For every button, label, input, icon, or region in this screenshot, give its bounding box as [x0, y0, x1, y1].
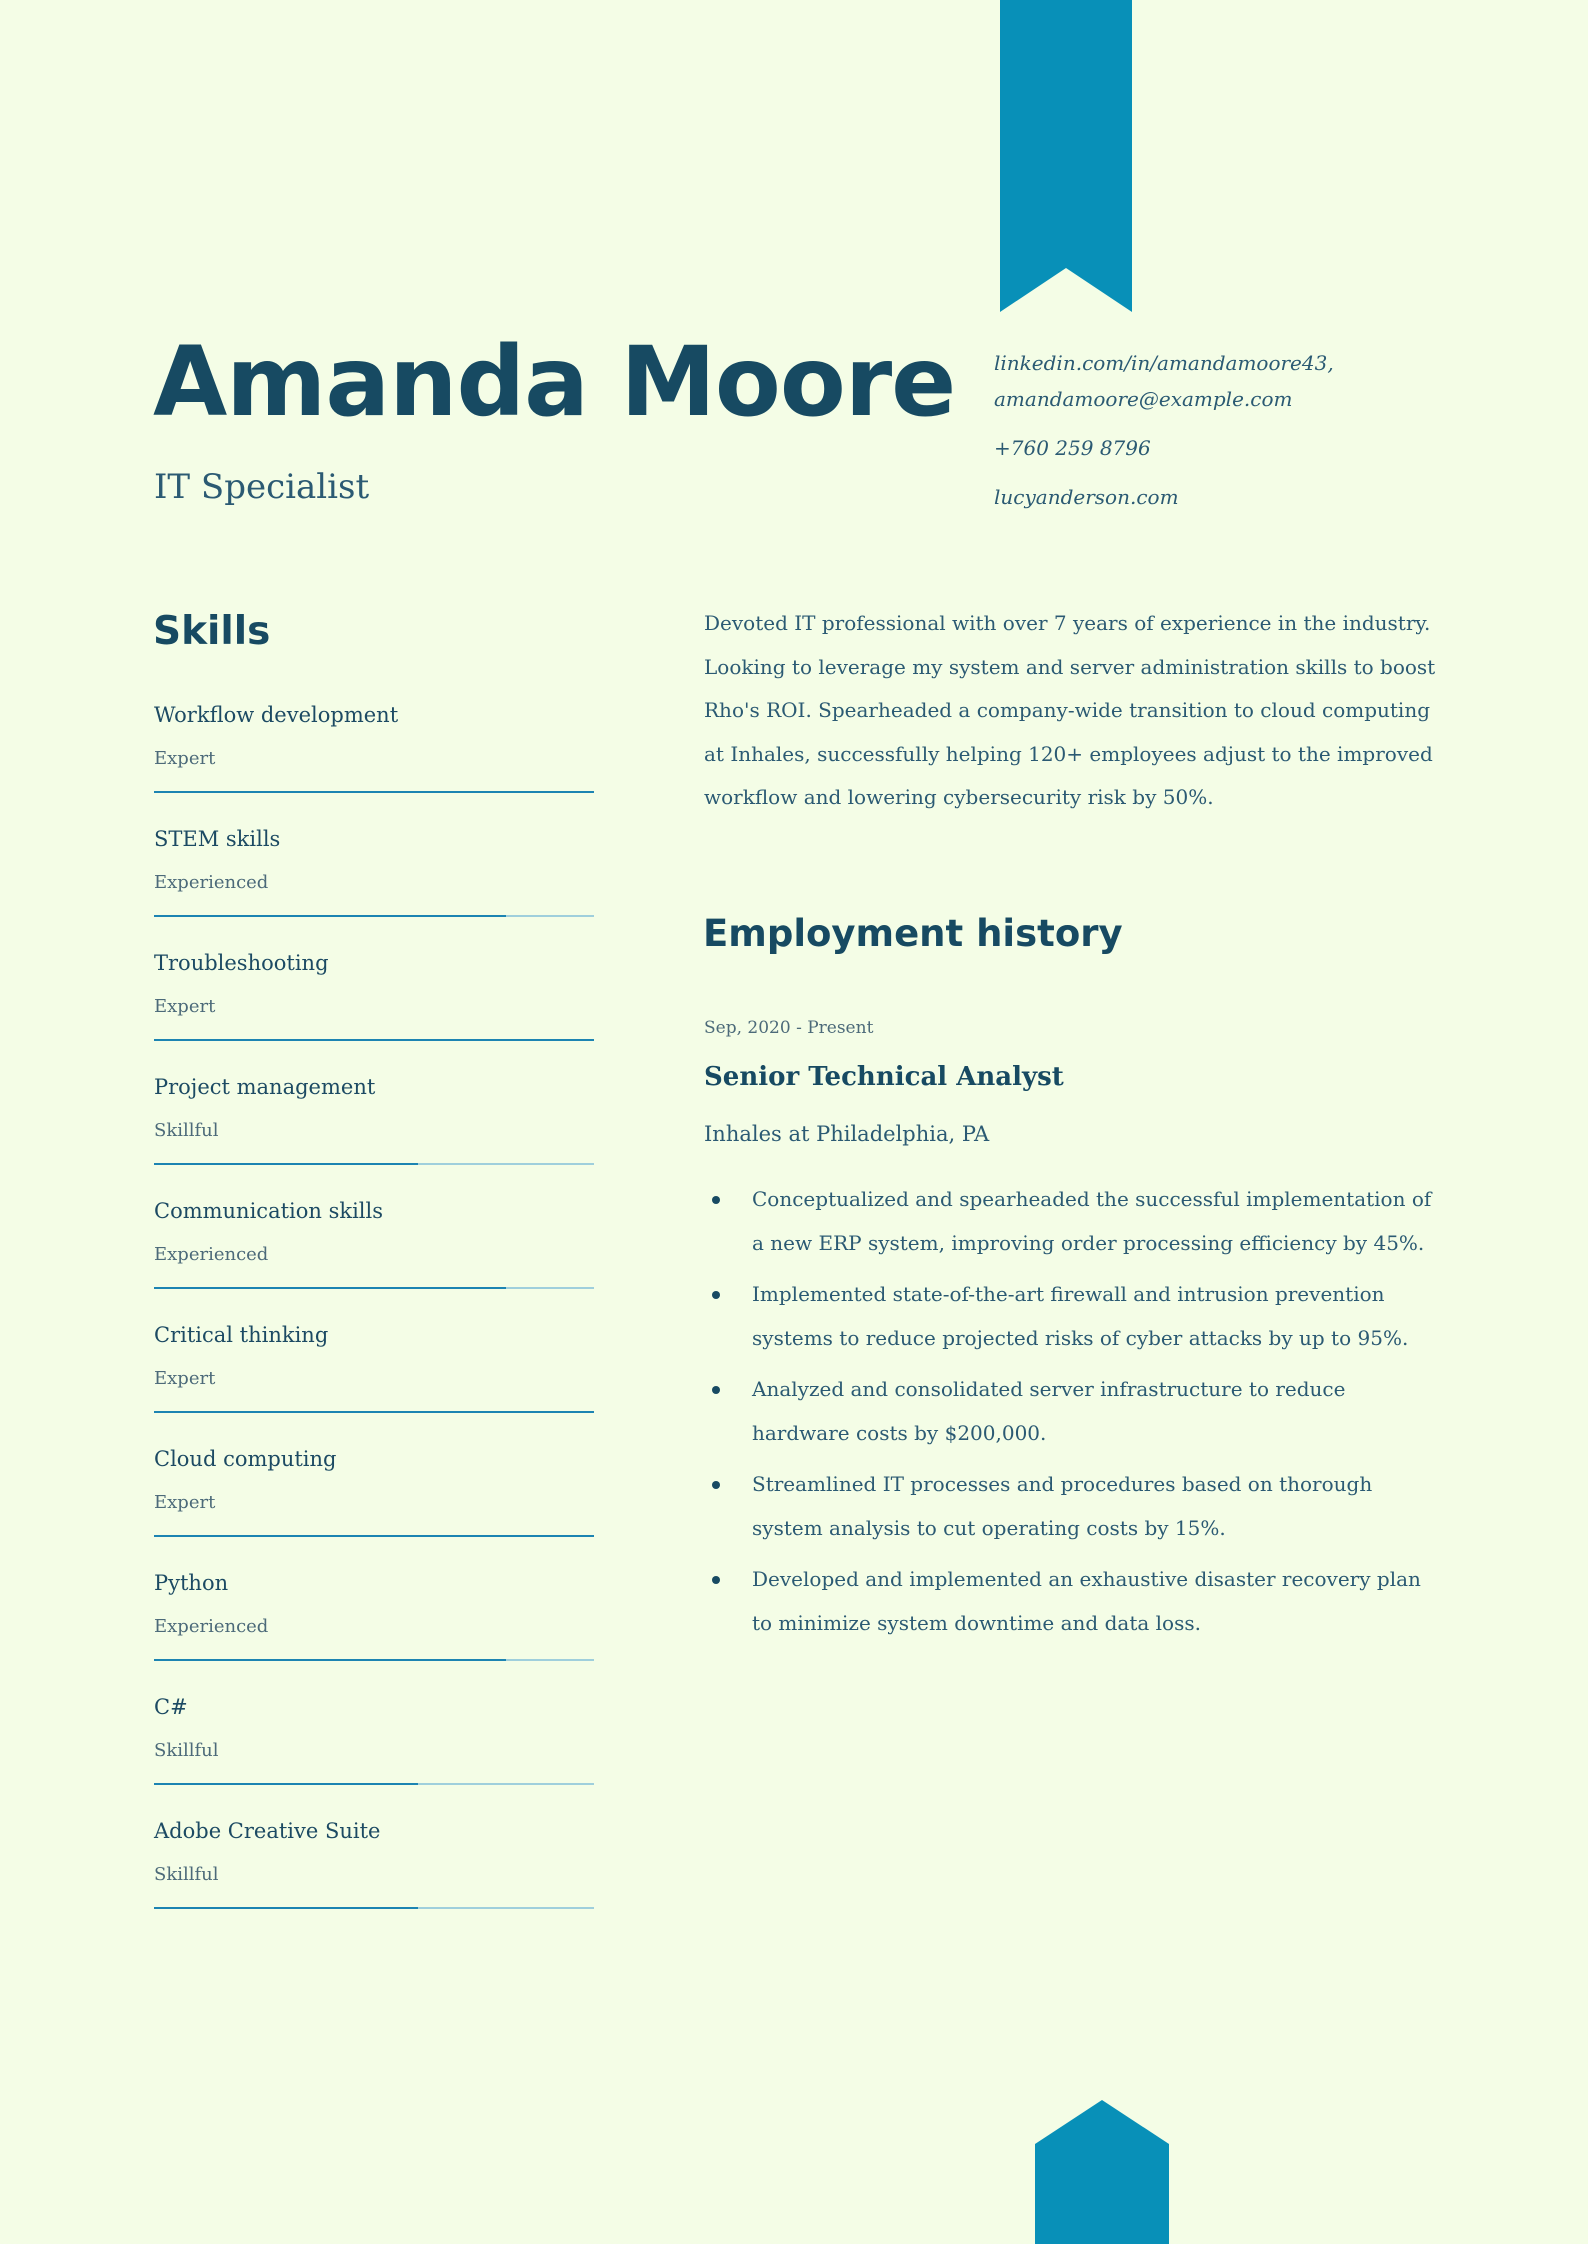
skill-item: [154, 1072, 594, 1196]
job-bullet: [704, 1368, 1444, 1455]
website-link[interactable]: lucyanderson.com: [994, 485, 1179, 509]
skill-level-bar-fill: [154, 1039, 594, 1041]
job-bullet: [704, 1273, 1444, 1360]
employment-heading: Employment history: [703, 912, 1123, 955]
email-link[interactable]: amandamoore@example.com: [994, 387, 1293, 411]
skill-name: Python: [154, 1571, 229, 1595]
skill-name: STEM skills: [154, 827, 281, 851]
bullet-dot-icon: [712, 1196, 720, 1204]
skill-level: Skillful: [154, 1864, 219, 1885]
linkedin-link[interactable]: linkedin.com/in/amandamoore43,: [994, 351, 1334, 375]
bullet-dot-icon: [712, 1481, 720, 1489]
skill-level: Experienced: [154, 1244, 269, 1265]
ribbon-bottom-shape: [1035, 2100, 1169, 2244]
skill-level-bar: [154, 1659, 594, 1661]
profile-summary: Devoted IT professional with over 7 years of experience in the industry. Looking to leverage my system and server administration skills to boost Rho's ROI. Spearheaded a company-wide transition to cloud computing at Inhales, successfully helping 120+ employees adjust to the improved workflow and lowering cybersecurity risk by 50%.: [704, 611, 1436, 809]
skill-name: Critical thinking: [154, 1323, 329, 1347]
skill-level: Expert: [154, 748, 216, 769]
candidate-title: IT Specialist: [154, 467, 370, 507]
skill-item: [154, 1816, 594, 1940]
job-bullet-text: Analyzed and consolidated server infrastructure to reduce hardware costs by $200,000.: [752, 1377, 1346, 1445]
skill-name: Project management: [154, 1075, 376, 1099]
job-bullet: [704, 1178, 1444, 1265]
skill-level-bar: [154, 915, 594, 917]
skill-item: [154, 1444, 594, 1568]
skill-level-bar: [154, 791, 594, 793]
job-dates: Sep, 2020 - Present: [704, 1018, 874, 1038]
skill-level: Expert: [154, 1492, 216, 1513]
skill-level-bar-fill: [154, 791, 594, 793]
skill-level-bar-fill: [154, 1287, 506, 1289]
skills-list: [154, 700, 594, 1940]
bookmark-ribbon-bottom: [1035, 2100, 1169, 2244]
skill-level-bar: [154, 1411, 594, 1413]
job-company: Inhales at Philadelphia, PA: [704, 1122, 990, 1146]
skill-level-bar-fill: [154, 1163, 418, 1165]
skill-name: Communication skills: [154, 1199, 384, 1223]
job-bullet: [704, 1558, 1444, 1645]
skill-name: Workflow development: [154, 703, 399, 727]
bookmark-ribbon-top: [1000, 0, 1132, 312]
skill-name: Cloud computing: [154, 1447, 337, 1471]
job-bullet-text: Conceptualized and spearheaded the successful implementation of a new ERP system, improving order processing efficiency by 45%.: [752, 1187, 1432, 1255]
ribbon-top-shape: [1000, 0, 1132, 312]
skill-level: Experienced: [154, 1616, 269, 1637]
skill-item: [154, 1568, 594, 1692]
skill-level-bar: [154, 1783, 594, 1785]
skills-heading: Skills: [153, 609, 271, 654]
skill-level: Expert: [154, 996, 216, 1017]
job-bullet-text: Developed and implemented an exhaustive disaster recovery plan to minimize system downtime and data loss.: [752, 1567, 1421, 1635]
contact-block: [994, 345, 1444, 515]
skill-name: Adobe Creative Suite: [154, 1819, 381, 1843]
skill-item: [154, 824, 594, 948]
bullet-dot-icon: [712, 1386, 720, 1394]
skill-item: [154, 948, 594, 1072]
skill-level-bar: [154, 1163, 594, 1165]
skill-level-bar-fill: [154, 915, 506, 917]
skill-level-bar-fill: [154, 1411, 594, 1413]
skill-level-bar: [154, 1535, 594, 1537]
skill-name: Troubleshooting: [154, 951, 329, 975]
job-bullet: [704, 1463, 1444, 1550]
skill-level: Skillful: [154, 1120, 219, 1141]
bullet-dot-icon: [712, 1291, 720, 1299]
skill-level-bar: [154, 1287, 594, 1289]
skill-item: [154, 1692, 594, 1816]
skill-level-bar: [154, 1039, 594, 1041]
skill-level-bar-fill: [154, 1907, 418, 1909]
skill-level-bar-fill: [154, 1659, 506, 1661]
skill-level-bar-fill: [154, 1783, 418, 1785]
skill-level-bar: [154, 1907, 594, 1909]
job-role: Senior Technical Analyst: [704, 1062, 1064, 1092]
skill-level: Experienced: [154, 872, 269, 893]
skill-level: Expert: [154, 1368, 216, 1389]
skill-item: [154, 700, 594, 824]
skill-name: C#: [154, 1695, 188, 1719]
skill-level: Skillful: [154, 1740, 219, 1761]
skill-item: [154, 1320, 594, 1444]
skill-level-bar-fill: [154, 1535, 594, 1537]
job-bullet-text: Implemented state-of-the-art firewall and intrusion prevention systems to reduce projected risks of cyber attacks by up to 95%.: [752, 1282, 1409, 1350]
phone-number: +760 259 8796: [994, 436, 1151, 460]
candidate-name: Amanda Moore: [153, 326, 956, 438]
job-bullet-text: Streamlined IT processes and procedures based on thorough system analysis to cut operating costs by 15%.: [752, 1472, 1373, 1540]
skill-item: [154, 1196, 594, 1320]
bullet-dot-icon: [712, 1576, 720, 1584]
job-bullets: [704, 1178, 1444, 1653]
